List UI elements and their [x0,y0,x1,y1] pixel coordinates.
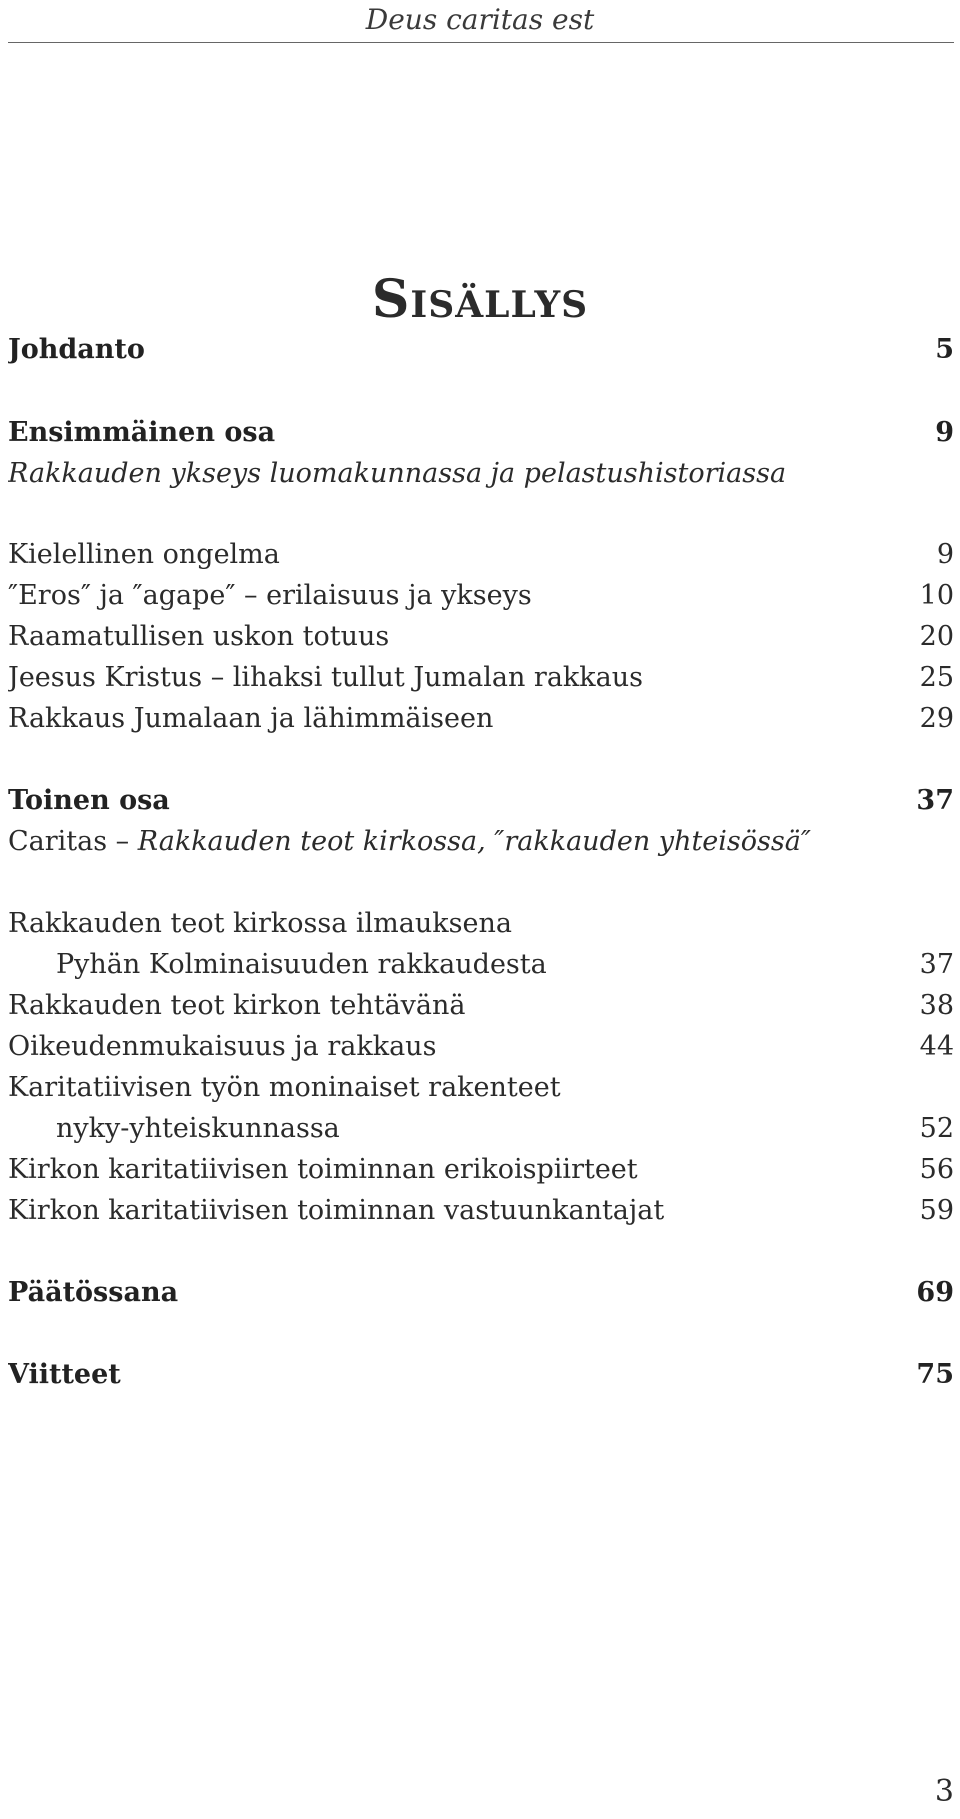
running-head: Deus caritas est [365,3,595,36]
toc-entry-page: 5 [935,334,954,365]
toc-entry-page: 75 [916,1359,954,1390]
toc-entry-ensimmainen-osa[interactable] [8,415,954,451]
toc-entry[interactable] [8,988,954,1024]
toc-entry-continuation[interactable] [8,1111,954,1147]
toc-entry[interactable] [8,578,954,614]
toc-entry[interactable] [8,1070,954,1106]
toc-entry-title: Jeesus Kristus – lihaksi tullut Jumalan rakkaus [8,662,644,693]
subtitle-prefix: Caritas – [8,826,138,857]
toc-entry-title: Toinen osa [8,785,170,816]
toc-entry-title: Pyhän Kolminaisuuden rakkaudesta [56,949,547,980]
toc-entry[interactable] [8,1029,954,1065]
toc-entry-page: 9 [935,417,954,448]
toc-entry-johdanto[interactable] [8,332,954,368]
toc-entry-page: 37 [916,785,954,816]
toc-entry-title: nyky-yhteiskunnassa [56,1113,340,1144]
toc-entry[interactable] [8,1152,954,1188]
toc-entry[interactable] [8,1193,954,1229]
page-number: 3 [934,1774,954,1809]
header-rule [8,42,954,43]
toc-entry[interactable] [8,906,954,942]
toc-entry-title: Kirkon karitatiivisen toiminnan erikoispiirteet [8,1154,638,1185]
toc-entry-title: Rakkauden teot kirkon tehtävänä [8,990,466,1021]
toc-entry-page: 25 [919,662,954,693]
toc-entry-continuation[interactable] [8,947,954,983]
toc-entry-title [8,824,954,860]
toc-entry-title: Rakkauden ykseys luomakunnassa ja pelastushistoriassa [8,458,787,489]
toc-entry-title: Raamatullisen uskon totuus [8,621,390,652]
toc-entry-title: Kirkon karitatiivisen toiminnan vastuunkantajat [8,1195,665,1226]
toc-entry-page: 10 [919,580,954,611]
toc-entry[interactable] [8,701,954,737]
toc-entry[interactable] [8,660,954,696]
toc-entry-toinen-osa[interactable] [8,783,954,819]
toc-entry-paatossana[interactable] [8,1275,954,1311]
toc-entry-title: Rakkauden teot kirkossa ilmauksena [8,908,512,939]
toc-entry-page: 56 [919,1154,954,1185]
toc-entry-title: ″Eros″ ja ″agape″ – erilaisuus ja ykseys [8,580,532,611]
toc-entry-title: Ensimmäinen osa [8,417,276,448]
toc-entry-page: 59 [919,1195,954,1226]
toc-entry-page: 29 [919,703,954,734]
page-title: Sisällys [371,269,589,330]
toc-part-subtitle [8,824,954,860]
subtitle-text: Rakkauden teot kirkossa, ″rakkauden yhteisössä″ [137,826,811,857]
toc-entry-title: Johdanto [8,334,145,365]
toc-entry-title: Karitatiivisen työn moninaiset rakenteet [8,1072,561,1103]
toc-entry-page: 69 [916,1277,954,1308]
toc-entry-page: 38 [919,990,954,1021]
toc-entry-title: Kielellinen ongelma [8,539,280,570]
toc-entry-title: Rakkaus Jumalaan ja lähimmäiseen [8,703,494,734]
toc-entry[interactable] [8,619,954,655]
toc-entry-title: Päätössana [8,1277,179,1308]
toc-entry-page: 37 [919,949,954,980]
toc-entry-page: 9 [936,539,954,570]
toc-part-subtitle [8,456,954,492]
toc-entry[interactable] [8,537,954,573]
toc-entry-page: 20 [919,621,954,652]
toc-entry-title: Oikeudenmukaisuus ja rakkaus [8,1031,437,1062]
toc-entry-page: 52 [919,1113,954,1144]
toc-entry-title: Viitteet [8,1359,121,1390]
toc-entry-page: 44 [919,1031,954,1062]
toc-entry-viitteet[interactable] [8,1357,954,1393]
